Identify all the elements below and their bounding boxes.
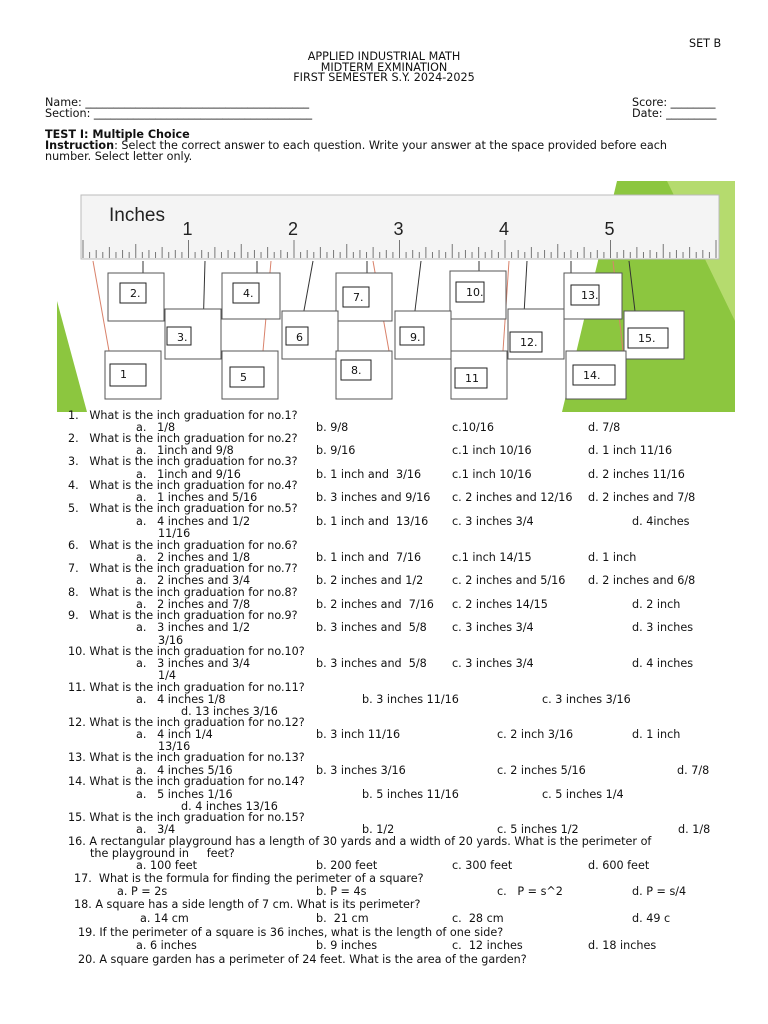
question-4-option-b: b. 3 inches and 9/16 <box>316 491 431 504</box>
ruler-title: Inches <box>109 205 165 226</box>
question-2-option-b: b. 9/16 <box>316 444 356 457</box>
question-14: 14. What is the inch graduation for no.14? <box>68 775 305 788</box>
exam-title-2: MIDTERM EXMINATION <box>320 61 448 74</box>
question-14-option-c: c. 5 inches 1/4 <box>542 788 624 801</box>
question-19-option-c: c. 12 inches <box>452 939 523 952</box>
question-5-option-wrap: 11/16 <box>158 527 191 540</box>
question-9: 9. What is the inch graduation for no.9? <box>68 609 298 622</box>
score-field[interactable]: Score: ________ <box>632 96 716 109</box>
question-8-option-d: d. 2 inch <box>632 598 681 611</box>
test-heading: TEST I: Multiple Choice <box>45 128 190 141</box>
question-17-option-b: b. P = 4s <box>316 885 367 898</box>
question-18-option-c: c. 28 cm <box>452 912 504 925</box>
question-19-option-b: b. 9 inches <box>316 939 378 952</box>
question-4-option-c: c. 2 inches and 12/16 <box>452 491 573 504</box>
question-17: 17. What is the formula for finding the perimeter of a square? <box>74 872 424 885</box>
question-12-option-wrap: 13/16 <box>158 740 191 753</box>
question-7-option-a: a. 2 inches and 3/4 <box>136 574 251 587</box>
ruler-number: 5 <box>604 219 615 239</box>
instruction-label: Instruction <box>45 139 115 152</box>
question-19-option-a: a. 6 inches <box>136 939 197 952</box>
label-number: 13. <box>581 289 599 302</box>
exam-title-3: FIRST SEMESTER S.Y. 2024-2025 <box>293 71 475 84</box>
ruler-number: 1 <box>182 219 193 239</box>
question-7-option-c: c. 2 inches and 5/16 <box>452 574 566 587</box>
question-15-option-d: d. 1/8 <box>678 823 711 836</box>
ruler-number: 4 <box>499 219 510 239</box>
question-5-option-a: a. 4 inches and 1/2 <box>136 515 251 528</box>
question-4-option-d: d. 2 inches and 7/8 <box>588 491 696 504</box>
question-2-option-d: d. 1 inch 11/16 <box>588 444 673 457</box>
question-16-option-c: c. 300 feet <box>452 859 513 872</box>
question-6: 6. What is the inch graduation for no.6? <box>68 539 298 552</box>
question-2-option-a: a. 1inch and 9/8 <box>136 444 234 457</box>
label-number: 15. <box>638 332 656 345</box>
question-10-option-c: c. 3 inches 3/4 <box>452 657 534 670</box>
label-number: 11 <box>465 372 479 385</box>
question-14-option-wrap: d. 4 inches 13/16 <box>181 800 278 813</box>
question-5-option-c: c. 3 inches 3/4 <box>452 515 534 528</box>
question-7: 7. What is the inch graduation for no.7? <box>68 562 298 575</box>
label-number: 12. <box>520 336 538 349</box>
ruler-figure <box>57 181 735 412</box>
question-16-option-a: a. 100 feet <box>136 859 197 872</box>
question-13-option-c: c. 2 inches 5/16 <box>497 764 586 777</box>
label-box <box>230 367 264 387</box>
question-14-option-a: a. 5 inches 1/16 <box>136 788 233 801</box>
question-10: 10. What is the inch graduation for no.10? <box>68 645 305 658</box>
label-number: 4. <box>243 287 254 300</box>
question-4: 4. What is the inch graduation for no.4? <box>68 479 298 492</box>
question-17-option-c: c. P = s^2 <box>497 885 563 898</box>
label-number: 5 <box>240 371 247 384</box>
question-2: 2. What is the inch graduation for no.2? <box>68 432 298 445</box>
question-8: 8. What is the inch graduation for no.8? <box>68 586 298 599</box>
question-15: 15. What is the inch graduation for no.15? <box>68 811 305 824</box>
exam-title-1: APPLIED INDUSTRIAL MATH <box>307 50 461 63</box>
question-4-option-a: a. 1 inches and 5/16 <box>136 491 258 504</box>
question-10-option-b: b. 3 inches and 5/8 <box>316 657 427 670</box>
question-3-option-a: a. 1inch and 9/16 <box>136 468 241 481</box>
question-10-option-a: a. 3 inches and 3/4 <box>136 657 251 670</box>
question-5-option-d: d. 4inches <box>632 515 690 528</box>
question-13-option-d: d. 7/8 <box>677 764 710 777</box>
question-15-option-c: c. 5 inches 1/2 <box>497 823 579 836</box>
question-12-option-a: a. 4 inch 1/4 <box>136 728 213 741</box>
label-number: 6 <box>296 331 303 344</box>
question-9-option-wrap: 3/16 <box>158 634 184 647</box>
name-field[interactable]: Name: ________________________________________ <box>45 96 310 109</box>
question-8-option-c: c. 2 inches 14/15 <box>452 598 548 611</box>
question-7-option-d: d. 2 inches and 6/8 <box>588 574 696 587</box>
question-13-option-b: b. 3 inches 3/16 <box>316 764 406 777</box>
question-9-option-b: b. 3 inches and 5/8 <box>316 621 427 634</box>
question-8-option-a: a. 2 inches and 7/8 <box>136 598 251 611</box>
question-11: 11. What is the inch graduation for no.11? <box>68 681 305 694</box>
date-field[interactable]: Date: _________ <box>632 107 717 120</box>
section-field[interactable]: Section: _______________________________________ <box>45 107 313 120</box>
label-number: 10. <box>466 286 484 299</box>
question-20: 20. A square garden has a perimeter of 24 feet. What is the area of the garden? <box>78 953 527 966</box>
question-15-option-a: a. 3/4 <box>136 823 176 836</box>
question-3-option-b: b. 1 inch and 3/16 <box>316 468 422 481</box>
label-box <box>110 364 146 386</box>
question-2-option-c: c.1 inch 10/16 <box>452 444 532 457</box>
question-3-option-c: c.1 inch 10/16 <box>452 468 532 481</box>
question-8-option-b: b. 2 inches and 7/16 <box>316 598 434 611</box>
question-11-option-wrap: d. 13 inches 3/16 <box>181 705 278 718</box>
ruler-number: 2 <box>288 219 299 239</box>
question-11-option-c: c. 3 inches 3/16 <box>542 693 631 706</box>
question-1-option-c: c.10/16 <box>452 421 494 434</box>
question-10-option-wrap: 1/4 <box>158 669 177 682</box>
question-19: 19. If the perimeter of a square is 36 inches, what is the length of one side? <box>78 926 504 939</box>
question-19-option-d: d. 18 inches <box>588 939 657 952</box>
question-13-option-a: a. 4 inches 5/16 <box>136 764 233 777</box>
question-17-option-a: a. P = 2s <box>117 885 168 898</box>
question-6-option-c: c.1 inch 14/15 <box>452 551 532 564</box>
question-9-option-a: a. 3 inches and 1/2 <box>136 621 251 634</box>
question-12-option-b: b. 3 inch 11/16 <box>316 728 401 741</box>
question-3: 3. What is the inch graduation for no.3? <box>68 455 298 468</box>
question-12-option-c: c. 2 inch 3/16 <box>497 728 574 741</box>
label-number: 2. <box>130 287 141 300</box>
instruction-text: : Select the correct answer to each question. Write your answer at the space provided before each <box>114 139 667 152</box>
question-9-option-c: c. 3 inches 3/4 <box>452 621 534 634</box>
label-number: 3. <box>177 331 188 344</box>
question-18: 18. A square has a side length of 7 cm. What is its perimeter? <box>74 898 421 911</box>
question-11-option-a: a. 4 inches 1/8 <box>136 693 226 706</box>
question-11-option-b: b. 3 inches 11/16 <box>362 693 459 706</box>
question-12-option-d: d. 1 inch <box>632 728 681 741</box>
question-13: 13. What is the inch graduation for no.13? <box>68 751 305 764</box>
question-16-option-b: b. 200 feet <box>316 859 378 872</box>
instruction-line-2: number. Select letter only. <box>45 150 193 163</box>
question-15-option-b: b. 1/2 <box>362 823 395 836</box>
question-10-option-d: d. 4 inches <box>632 657 694 670</box>
question-6-option-a: a. 2 inches and 1/8 <box>136 551 251 564</box>
question-3-option-d: d. 2 inches 11/16 <box>588 468 685 481</box>
question-17-option-d: d. P = s/4 <box>632 885 687 898</box>
question-7-option-b: b. 2 inches and 1/2 <box>316 574 424 587</box>
question-1-option-a: a. 1/8 <box>136 421 176 434</box>
question-6-option-d: d. 1 inch <box>588 551 637 564</box>
question-16-option-d: d. 600 feet <box>588 859 650 872</box>
label-number: 14. <box>583 369 601 382</box>
question-5: 5. What is the inch graduation for no.5? <box>68 502 298 515</box>
label-number: 7. <box>353 291 364 304</box>
question-18-option-d: d. 49 c <box>632 912 671 925</box>
label-number: 8. <box>351 364 362 377</box>
question-12: 12. What is the inch graduation for no.12? <box>68 716 305 729</box>
question-14-option-b: b. 5 inches 11/16 <box>362 788 459 801</box>
question-16: 16. A rectangular playground has a length of 30 yards and a width of 20 yards. What is the perimeter of <box>68 835 652 848</box>
question-9-option-d: d. 3 inches <box>632 621 694 634</box>
ruler-number: 3 <box>393 219 404 239</box>
question-1: 1. What is the inch graduation for no.1? <box>68 409 298 422</box>
question-1-option-d: d. 7/8 <box>588 421 621 434</box>
set-label: SET B <box>689 37 722 50</box>
question-5-option-b: b. 1 inch and 13/16 <box>316 515 429 528</box>
question-6-option-b: b. 1 inch and 7/16 <box>316 551 422 564</box>
question-1-option-b: b. 9/8 <box>316 421 349 434</box>
question-18-option-b: b. 21 cm <box>316 912 369 925</box>
question-18-option-a: a. 14 cm <box>140 912 189 925</box>
question-16-continued: the playground in feet? <box>90 847 235 860</box>
label-number: 1 <box>120 368 127 381</box>
label-number: 9. <box>410 331 421 344</box>
